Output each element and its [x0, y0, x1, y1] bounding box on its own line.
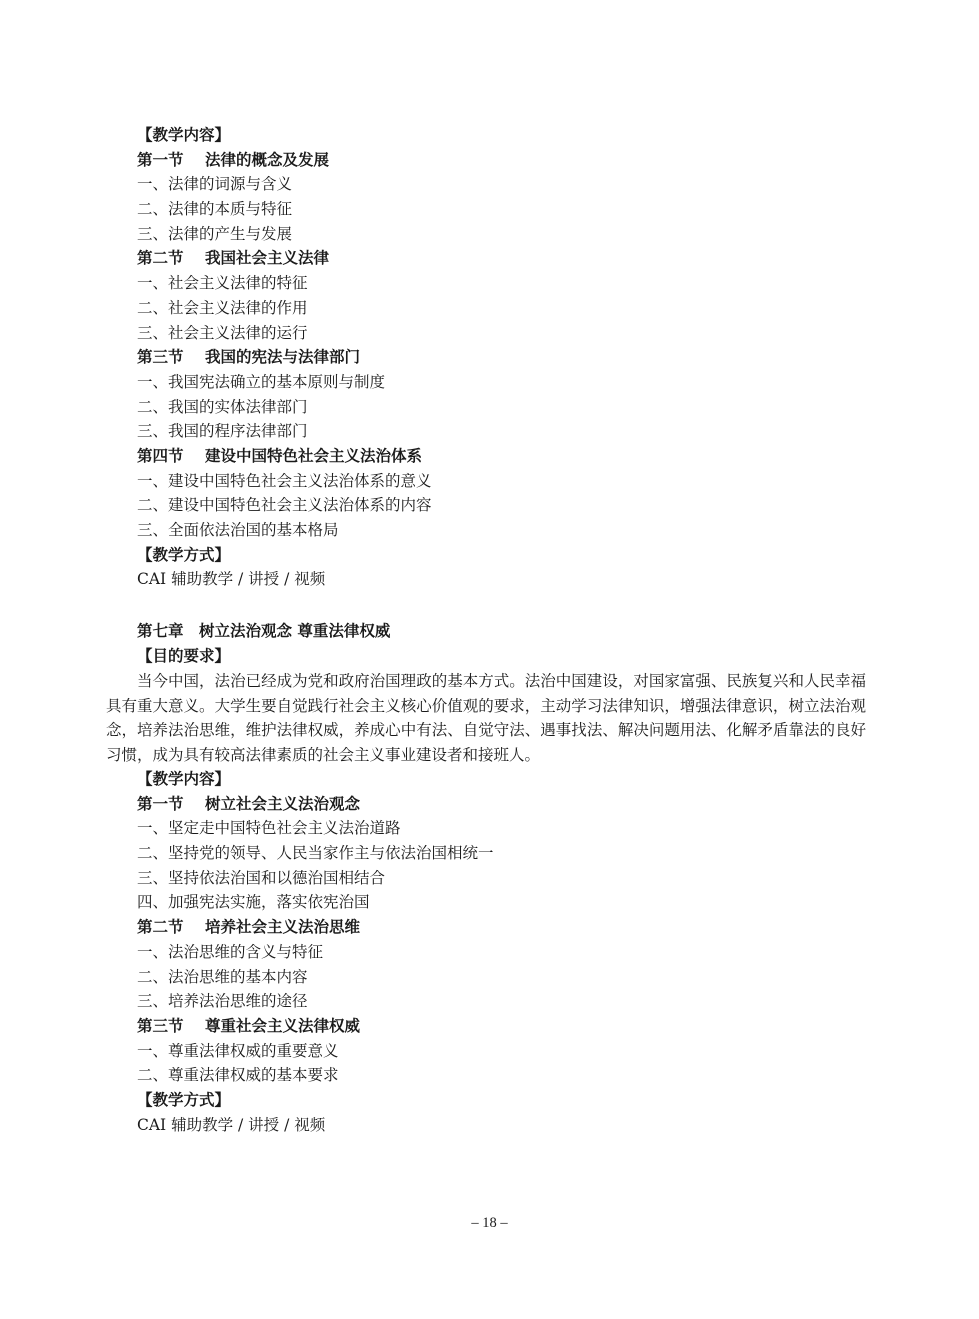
list-item: 三、社会主义法律的运行 [137, 323, 308, 342]
list-item: 四、加强宪法实施，落实依宪治国 [137, 893, 370, 912]
list-item: 一、坚定走中国特色社会主义法治道路 [137, 819, 401, 838]
list-item: 二、坚持党的领导、人民当家作主与依法治国相统一 [137, 844, 494, 863]
list-item: 二、社会主义法律的作用 [137, 298, 308, 317]
page-number: – 18 – [471, 1215, 508, 1231]
goal-paragraph: 当今中国，法治已经成为党和政府治国理政的基本方式。法治中国建设，对国家富强、民族复兴和人民幸福具有重大意义。大学生要自觉践行社会主义核心价值观的要求，主动学习法律知识，增强法律意识，树立法治观念，培养法治思维，维护法律权威，养成心中有法、自觉守法、遇事找法、解决问题用法、化解矛盾靠法的良好习惯，成为具有较高法律素质的社会主义事业建设者和接班人。 [106, 672, 866, 765]
teaching-method-text: CAI 辅助教学 / 讲授 / 视频 [137, 570, 326, 589]
list-item: 三、坚持依法治国和以德治国相结合 [137, 868, 386, 887]
section-heading: 第三节 尊重社会主义法律权威 [137, 1015, 361, 1035]
list-item: 二、建设中国特色社会主义法治体系的内容 [137, 496, 432, 515]
list-item: 二、法治思维的基本内容 [137, 967, 308, 986]
teaching-method-text: CAI 辅助教学 / 讲授 / 视频 [137, 1115, 326, 1134]
section-heading: 第二节 我国社会主义法律 [137, 248, 330, 268]
list-item: 一、法律的词源与含义 [137, 175, 293, 194]
teaching-content-heading: 【教学内容】 [137, 769, 231, 788]
list-item: 二、我国的实体法律部门 [137, 397, 308, 416]
section-heading: 第三节 我国的宪法与法律部门 [137, 347, 361, 367]
list-item: 一、尊重法律权威的重要意义 [137, 1041, 339, 1060]
list-item: 三、法律的产生与发展 [137, 224, 293, 243]
list-item: 二、法律的本质与特征 [137, 200, 293, 219]
list-item: 三、全面依法治国的基本格局 [137, 521, 339, 539]
top-content-block [137, 123, 877, 592]
section-heading: 第四节 建设中国特色社会主义法治体系 [137, 445, 423, 465]
teaching-method-heading: 【教学方式】 [137, 1089, 231, 1109]
chapter-title: 第七章 树立法治观念 尊重法律权威 [137, 621, 391, 640]
list-item: 一、我国宪法确立的基本原则与制度 [137, 372, 386, 391]
section-heading: 第一节 法律的概念及发展 [137, 149, 330, 169]
goal-heading: 【目的要求】 [137, 645, 231, 665]
list-item: 一、社会主义法律的特征 [137, 274, 308, 293]
list-item: 一、建设中国特色社会主义法治体系的意义 [137, 471, 432, 490]
list-item: 三、培养法治思维的途径 [137, 992, 308, 1011]
teaching-content-heading: 【教学内容】 [137, 125, 231, 144]
chapter7-header-block [137, 619, 877, 668]
teaching-method-heading: 【教学方式】 [137, 544, 231, 564]
list-item: 三、我国的程序法律部门 [137, 422, 308, 441]
section-heading: 第二节 培养社会主义法治思维 [137, 917, 361, 937]
list-item: 二、尊重法律权威的基本要求 [137, 1066, 339, 1085]
section-heading: 第一节 树立社会主义法治观念 [137, 793, 361, 813]
chapter7-content-block [137, 767, 877, 1137]
list-item: 一、法治思维的含义与特征 [137, 942, 324, 961]
